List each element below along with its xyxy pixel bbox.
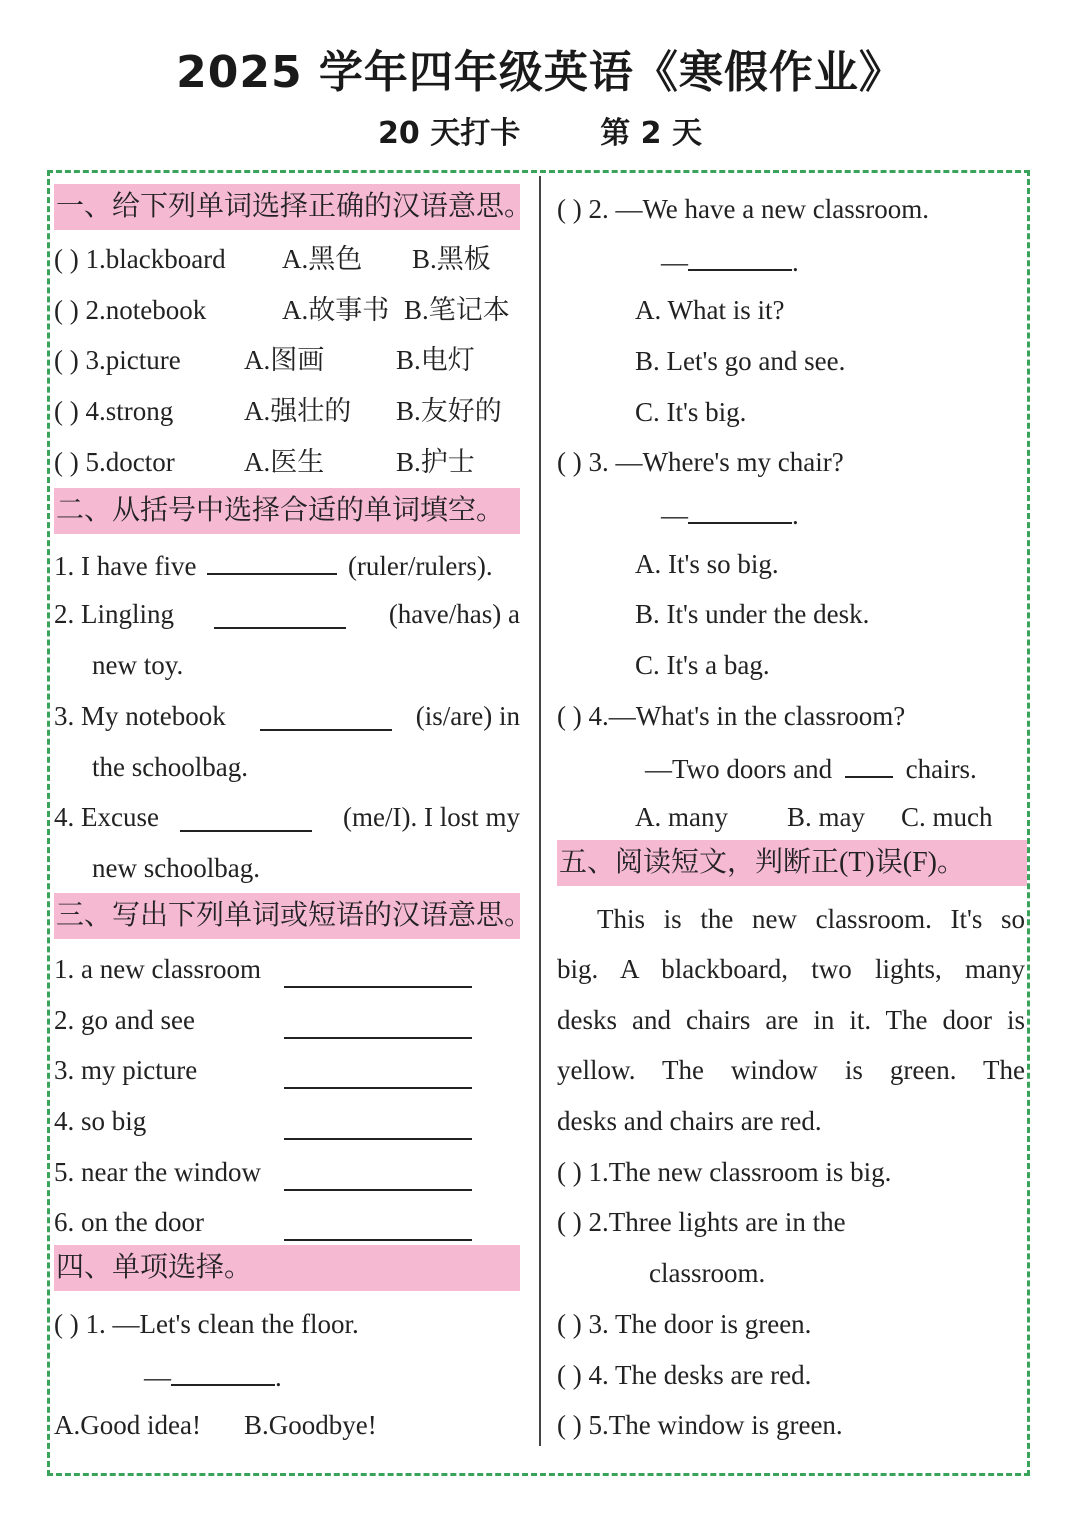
answer-line xyxy=(284,1061,472,1089)
sec5-item-1: ( ) 1.The new classroom is big. xyxy=(557,1157,892,1187)
sec3-item-5: 5. near the window xyxy=(54,1157,261,1187)
sec4-q1: ( ) 1. —Let's clean the floor. xyxy=(54,1309,359,1339)
sec4-q4: ( ) 4.—What's in the classroom? xyxy=(557,701,906,731)
sec4-q1-options: A.Good idea! B.Goodbye! xyxy=(54,1410,377,1440)
sec3-item-3: 3. my picture xyxy=(54,1055,198,1085)
answer-line xyxy=(284,1112,472,1140)
sec2-q4: 4. Excuse (me/I). I lost my xyxy=(54,802,520,832)
sec1-item-2: ( ) 2.notebook A.故事书 B.笔记本 xyxy=(54,295,510,325)
sec3-item-2: 2. go and see xyxy=(54,1005,195,1035)
sec5-item-4: ( ) 4. The desks are red. xyxy=(557,1360,812,1390)
sec4-q2-option-b: B. Let's go and see. xyxy=(635,346,846,376)
sec1-item-1: ( ) 1.blackboard A.黑色 B.黑板 xyxy=(54,244,491,274)
sec4-q2-option-a: A. What is it? xyxy=(635,295,785,325)
section4-header: 四、单项选择。 xyxy=(54,1245,520,1291)
checkin-days: 20 天打卡 xyxy=(378,116,521,151)
sec2-q2-cont: new toy. xyxy=(92,650,184,680)
sec2-q2: 2. Lingling (have/has) a xyxy=(54,599,520,629)
sec3-item-1: 1. a new classroom xyxy=(54,954,261,984)
passage-line-4: yellow. The window is green. The xyxy=(557,1055,1025,1085)
sec4-q4-options: A. many B. may C. much xyxy=(635,802,993,832)
section1-header: 一、给下列单词选择正确的汉语意思。 xyxy=(54,184,520,230)
sec2-q3: 3. My notebook (is/are) in xyxy=(54,701,520,731)
answer-line xyxy=(284,960,472,988)
page-title: 2025 学年四年级英语《寒假作业》 xyxy=(176,47,904,98)
sec4-q3-answer: — . xyxy=(661,496,799,532)
sec5-item-2: ( ) 2.Three lights are in the xyxy=(557,1207,846,1237)
sec4-q2-answer: — . xyxy=(661,243,799,279)
sec2-q1: 1. I have five (ruler/rulers). xyxy=(54,547,493,583)
passage-line-2: big. A blackboard, two lights, many xyxy=(557,954,1025,984)
sec4-q1-answer: — . xyxy=(144,1358,282,1394)
sec4-q2: ( ) 2. —We have a new classroom. xyxy=(557,194,929,224)
sec4-q3-option-c: C. It's a bag. xyxy=(635,650,770,680)
sec2-q4-cont: new schoolbag. xyxy=(92,853,260,883)
sec4-q4-answer: —Two doors and chairs. xyxy=(645,750,977,786)
answer-line xyxy=(284,1011,472,1039)
section5-header: 五、阅读短文，判断正(T)误(F)。 xyxy=(557,840,1027,886)
sec2-q3-cont: the schoolbag. xyxy=(92,752,248,782)
sec5-item-3: ( ) 3. The door is green. xyxy=(557,1309,812,1339)
sec1-item-4: ( ) 4.strong A.强壮的 B.友好的 xyxy=(54,396,502,426)
sec4-q3-option-b: B. It's under the desk. xyxy=(635,599,870,629)
passage-line-3: desks and chairs are in it. The door is xyxy=(557,1005,1025,1035)
page-subtitle xyxy=(0,108,1080,152)
day-number: 第 2 天 xyxy=(600,116,702,151)
section2-header: 二、从括号中选择合适的单词填空。 xyxy=(54,488,520,534)
sec4-q2-option-c: C. It's big. xyxy=(635,397,747,427)
passage-line-1: This is the new classroom. It's so xyxy=(597,904,1025,934)
sec1-item-5: ( ) 5.doctor A.医生 B.护士 xyxy=(54,447,475,477)
answer-line xyxy=(284,1213,472,1241)
passage-line-5: desks and chairs are red. xyxy=(557,1106,822,1136)
sec3-item-4: 4. so big xyxy=(54,1106,147,1136)
sec4-q3-option-a: A. It's so big. xyxy=(635,549,779,579)
sec5-item-5: ( ) 5.The window is green. xyxy=(557,1410,843,1440)
sec3-item-6: 6. on the door xyxy=(54,1207,204,1237)
column-divider xyxy=(539,176,541,1446)
section3-header: 三、写出下列单词或短语的汉语意思。 xyxy=(54,893,520,939)
sec1-item-3: ( ) 3.picture A.图画 B.电灯 xyxy=(54,345,475,375)
answer-line xyxy=(284,1163,472,1191)
sec4-q3: ( ) 3. —Where's my chair? xyxy=(557,447,844,477)
sec5-item-2-cont: classroom. xyxy=(649,1258,766,1288)
